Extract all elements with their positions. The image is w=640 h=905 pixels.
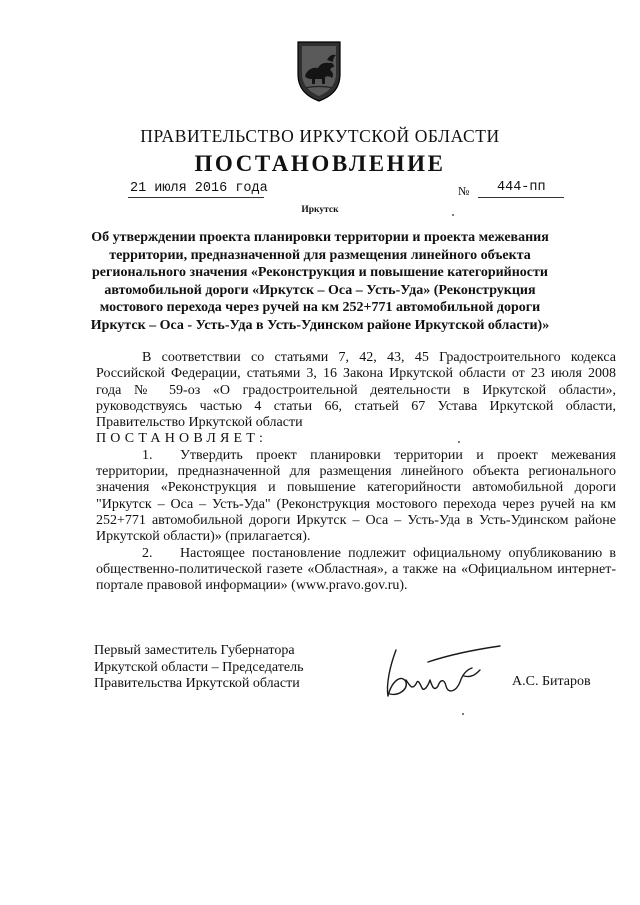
number-underline	[478, 197, 564, 198]
document-heading	[90, 229, 550, 335]
scan-speck	[458, 441, 460, 443]
clause-number: 2.	[142, 545, 153, 561]
heading-line: Иркутск – Оса - Усть-Уда в Усть-Удинском районе Иркутской области)»	[90, 317, 550, 333]
scan-speck	[462, 713, 464, 715]
document-number: 444-пп	[497, 180, 546, 195]
number-sign: №	[458, 184, 470, 198]
clause-text: Утвердить проект планировки территории и проект межевания территории, предназначенной для размещения линейного объекта регионального значения «Реконструкция и повышение категорийности автомобильной дороги "Иркутск – Оса – Усть-Уда" (Реконструкция мостового перехода через ручей на км 252+771 автомобильной дороги Иркутск – Оса – Усть-Уда в Усть-Удинском районе Иркутской области)» (прилагается).	[96, 447, 616, 545]
heading-line: Об утверждении проекта планировки территории и проекта межевания	[91, 230, 549, 245]
clause-text: Настоящее постановление подлежит официальному опубликованию в общественно-политической газете «Областная», а также на «Официальном интернет-портале правовой информации» (www.pravo.gov.ru).	[96, 545, 616, 594]
government-title: ПРАВИТЕЛЬСТВО ИРКУТСКОЙ ОБЛАСТИ	[140, 126, 500, 146]
heading-line: автомобильной дороги «Иркутск – Оса – Усть-Уда» (Реконструкция	[104, 282, 536, 298]
position-line: Правительства Иркутской области	[94, 676, 300, 691]
heading-line: территории, предназначенной для размещения линейного объекта	[109, 247, 531, 263]
document-date: 21 июля 2016 года	[130, 181, 268, 196]
position-line: Первый заместитель Губернатора	[94, 643, 295, 658]
date-underline	[128, 197, 264, 198]
clause-number: 1.	[142, 447, 153, 463]
city-name: Иркутск	[301, 205, 339, 215]
resolves-word: ПОСТАНОВЛЯЕТ:	[96, 431, 268, 447]
heading-line: регионального значения «Реконструкция и повышение категорийности	[92, 265, 548, 281]
preamble-paragraph: В соответствии со статьями 7, 42, 43, 45 Градостроительного кодекса Российской Федерации, статьями 3, 16 Закона Иркутской области от 23 июля 2008 года № 59-оз «О градостроительной деятельности в Иркутской области», руководствуясь частью 4 статьи 66, статьей 67 Устава Иркутской области, Правительство Иркутской области	[96, 350, 616, 431]
heading-line: мостового перехода через ручей на км 252+771 автомобильной дороги	[99, 300, 541, 316]
scan-speck	[452, 214, 454, 216]
coat-of-arms-emblem	[296, 40, 342, 102]
document-body	[96, 350, 616, 594]
clause-2	[96, 546, 616, 595]
clause-1	[96, 448, 616, 546]
handwritten-signature	[376, 640, 506, 702]
position-line: Иркутской области – Председатель	[94, 659, 304, 675]
document-type-title: ПОСТАНОВЛЕНИЕ	[194, 151, 446, 176]
signatory-name: А.С. Битаров	[512, 674, 591, 689]
signatory-position	[94, 643, 303, 693]
